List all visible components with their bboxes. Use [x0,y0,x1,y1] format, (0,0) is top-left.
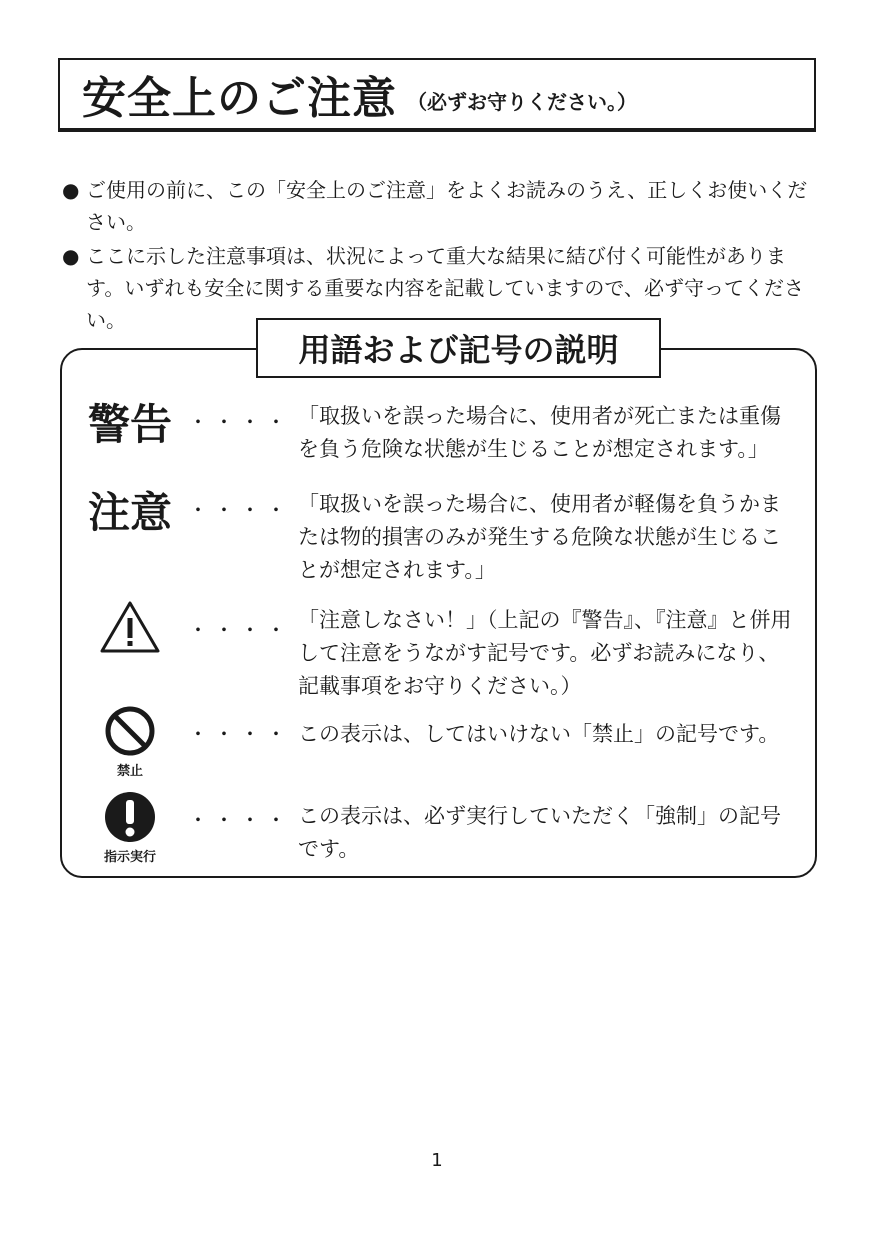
bullet-dot-icon: ● [62,244,80,268]
prohibit-label: 禁止 [116,764,143,779]
list-item [62,174,822,238]
prohibit-icon [103,704,157,758]
prohibit-description: この表示は、してはいけない「禁止」の記号です。 [298,722,780,746]
leader-dots: ・・・・ [188,808,292,832]
page-title: 安全上のご注意 [82,73,397,124]
bullet-text: ここに示した注意事項は、状況によって重大な結果に結び付く可能性があります。いずれも安全に関する重要な内容を記載していますので、必ず守ってください。 [86,244,804,332]
leader-dots: ・・・・ [188,410,292,434]
leader-dots: ・・・・ [188,498,292,522]
caution-term: 注意 [88,488,173,537]
mandatory-description: この表示は、必ず実行していただく「強制」の記号です。 [298,804,781,861]
legend-title: 用語および記号の説明 [256,318,661,378]
warning-description: 「取扱いを誤った場合に、使用者が死亡または重傷を負う危険な状態が生じることが想定されます。」 [298,404,781,461]
mandatory-icon [103,790,157,844]
bullet-dot-icon: ● [62,178,80,202]
page-number: 1 [431,1150,443,1171]
bullet-text: ご使用の前に、この「安全上のご注意」をよくお読みのうえ、正しくお使いください。 [86,178,808,234]
warning-triangle-icon [98,600,162,658]
caution-description: 「取扱いを誤った場合に、使用者が軽傷を負うかまたは物的損害のみが発生する危険な状態が生じることが想定されます。」 [298,492,781,582]
leader-dots: ・・・・ [188,618,292,642]
page-subtitle: （必ずお守りください。） [407,89,637,114]
prohibit-symbol [98,704,162,779]
mandatory-label: 指示実行 [103,850,156,865]
warning-term: 警告 [88,400,173,449]
page-title-box [58,58,816,132]
intro-bullets [62,174,822,338]
attention-description: 「注意しなさい！」（上記の『警告』、『注意』と併用して注意をうながす記号です。必ずお読みになり、記載事項をお守りください。） [298,608,792,698]
leader-dots: ・・・・ [188,722,292,746]
mandatory-symbol [98,790,162,865]
